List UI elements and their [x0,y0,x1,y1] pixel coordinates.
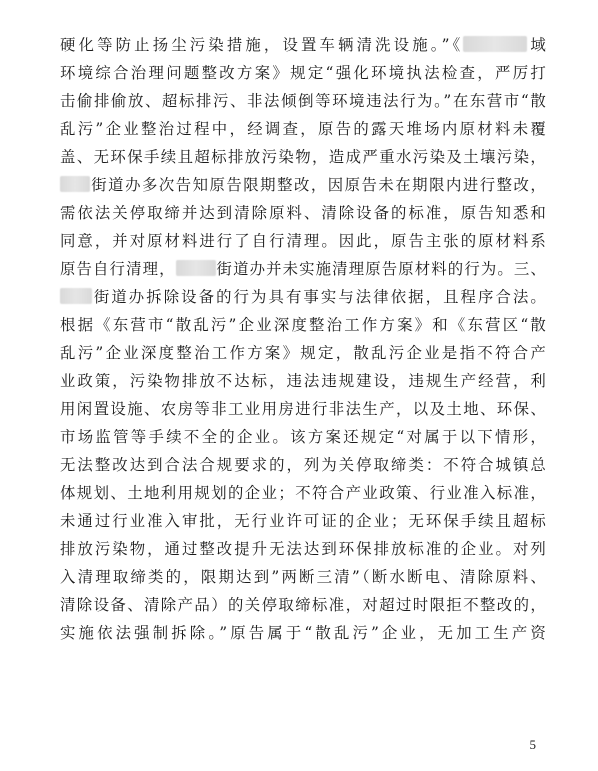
text-line [60,622,546,644]
text-line [60,62,546,84]
text-line [60,398,546,420]
text-segment: 清除设备、清除产品）的关停取缔标准，对超过时限拒不整改的， [60,596,546,614]
text-segment: 盖、无环保手续且超标排放污染物，造成严重水污染及土壤污染， [60,148,546,166]
text-segment: 入清理取缔类的，限期达到”两断三清”（断水断电、清除原料、 [60,568,546,586]
text-segment: 市场监管等手续不全的企业。该方案还规定“对属于以下情形， [60,428,546,446]
text-segment: 未通过行业准入审批，无行业许可证的企业；无环保手续且超标 [60,512,546,530]
text-line [60,34,546,56]
text-line [60,594,546,616]
text-segment: 无法整改达到合法合规要求的，列为关停取缔类：不符合城镇总 [60,456,546,474]
text-segment: 实施依法强制拆除。”原告属于“散乱污”企业，无加工生产资 [60,624,546,642]
text-line [60,90,546,112]
text-line [60,510,546,532]
text-line [60,566,546,588]
text-line [60,454,546,476]
text-line [60,258,546,280]
text-line [60,230,546,252]
text-line [60,538,546,560]
text-segment: 乱污”企业整治过程中，经调查，原告的露天堆场内原材料未覆 [60,120,546,138]
page-number: 5 [529,737,536,752]
text-line [60,482,546,504]
redaction-mark [60,288,92,304]
text-line [60,370,546,392]
text-line [60,202,546,224]
text-segment: 根据《东营市“散乱污”企业深度整治工作方案》和《东营区“散 [60,316,546,334]
text-line [60,426,546,448]
text-segment: 原告自行清理， [60,260,176,278]
text-segment: 环境综合治理问题整改方案》规定“强化环境执法检查，严厉打 [60,64,546,82]
redaction-mark [176,260,216,276]
text-segment: 用闲置设施、农房等非工业用房进行非法生产，以及土地、环保、 [60,400,546,418]
text-segment: 乱污”企业深度整治工作方案》规定，散乱污企业是指不符合产 [60,344,546,362]
text-segment: 街道办多次告知原告限期整改，因原告未在期限内进行整改， [90,176,546,194]
text-segment: 体规划、土地利用规划的企业；不符合产业政策、行业准入标准， [60,484,546,502]
text-segment: 街道办拆除设备的行为具有事实与法律依据，且程序合法。 [92,288,546,306]
text-line [60,118,546,140]
text-segment: 同意，并对原材料进行了自行清理。因此，原告主张的原材料系 [60,232,546,250]
text-line [60,286,546,308]
text-segment: 击偷排偷放、超标排污、非法倾倒等环境违法行为。”在东营市“散 [60,92,546,110]
redaction-mark [60,176,90,192]
text-line [60,314,546,336]
text-segment: 需依法关停取缔并达到清除原料、清除设备的标准，原告知悉和 [60,204,546,222]
text-segment: 街道办并未实施清理原告原材料的行为。三、 [215,260,546,278]
text-line [60,146,546,168]
text-segment: 业政策，污染物排放不达标，违法违规建设，违规生产经营，利 [60,372,546,390]
text-line [60,174,546,196]
text-line [60,342,546,364]
text-segment: 域 [527,36,546,54]
redaction-mark [463,36,527,52]
text-segment: 排放污染物，通过整改提升无法达到环保排放标准的企业。对列 [60,540,546,558]
text-segment: 硬化等防止扬尘污染措施，设置车辆清洗设施。”《 [60,36,464,54]
